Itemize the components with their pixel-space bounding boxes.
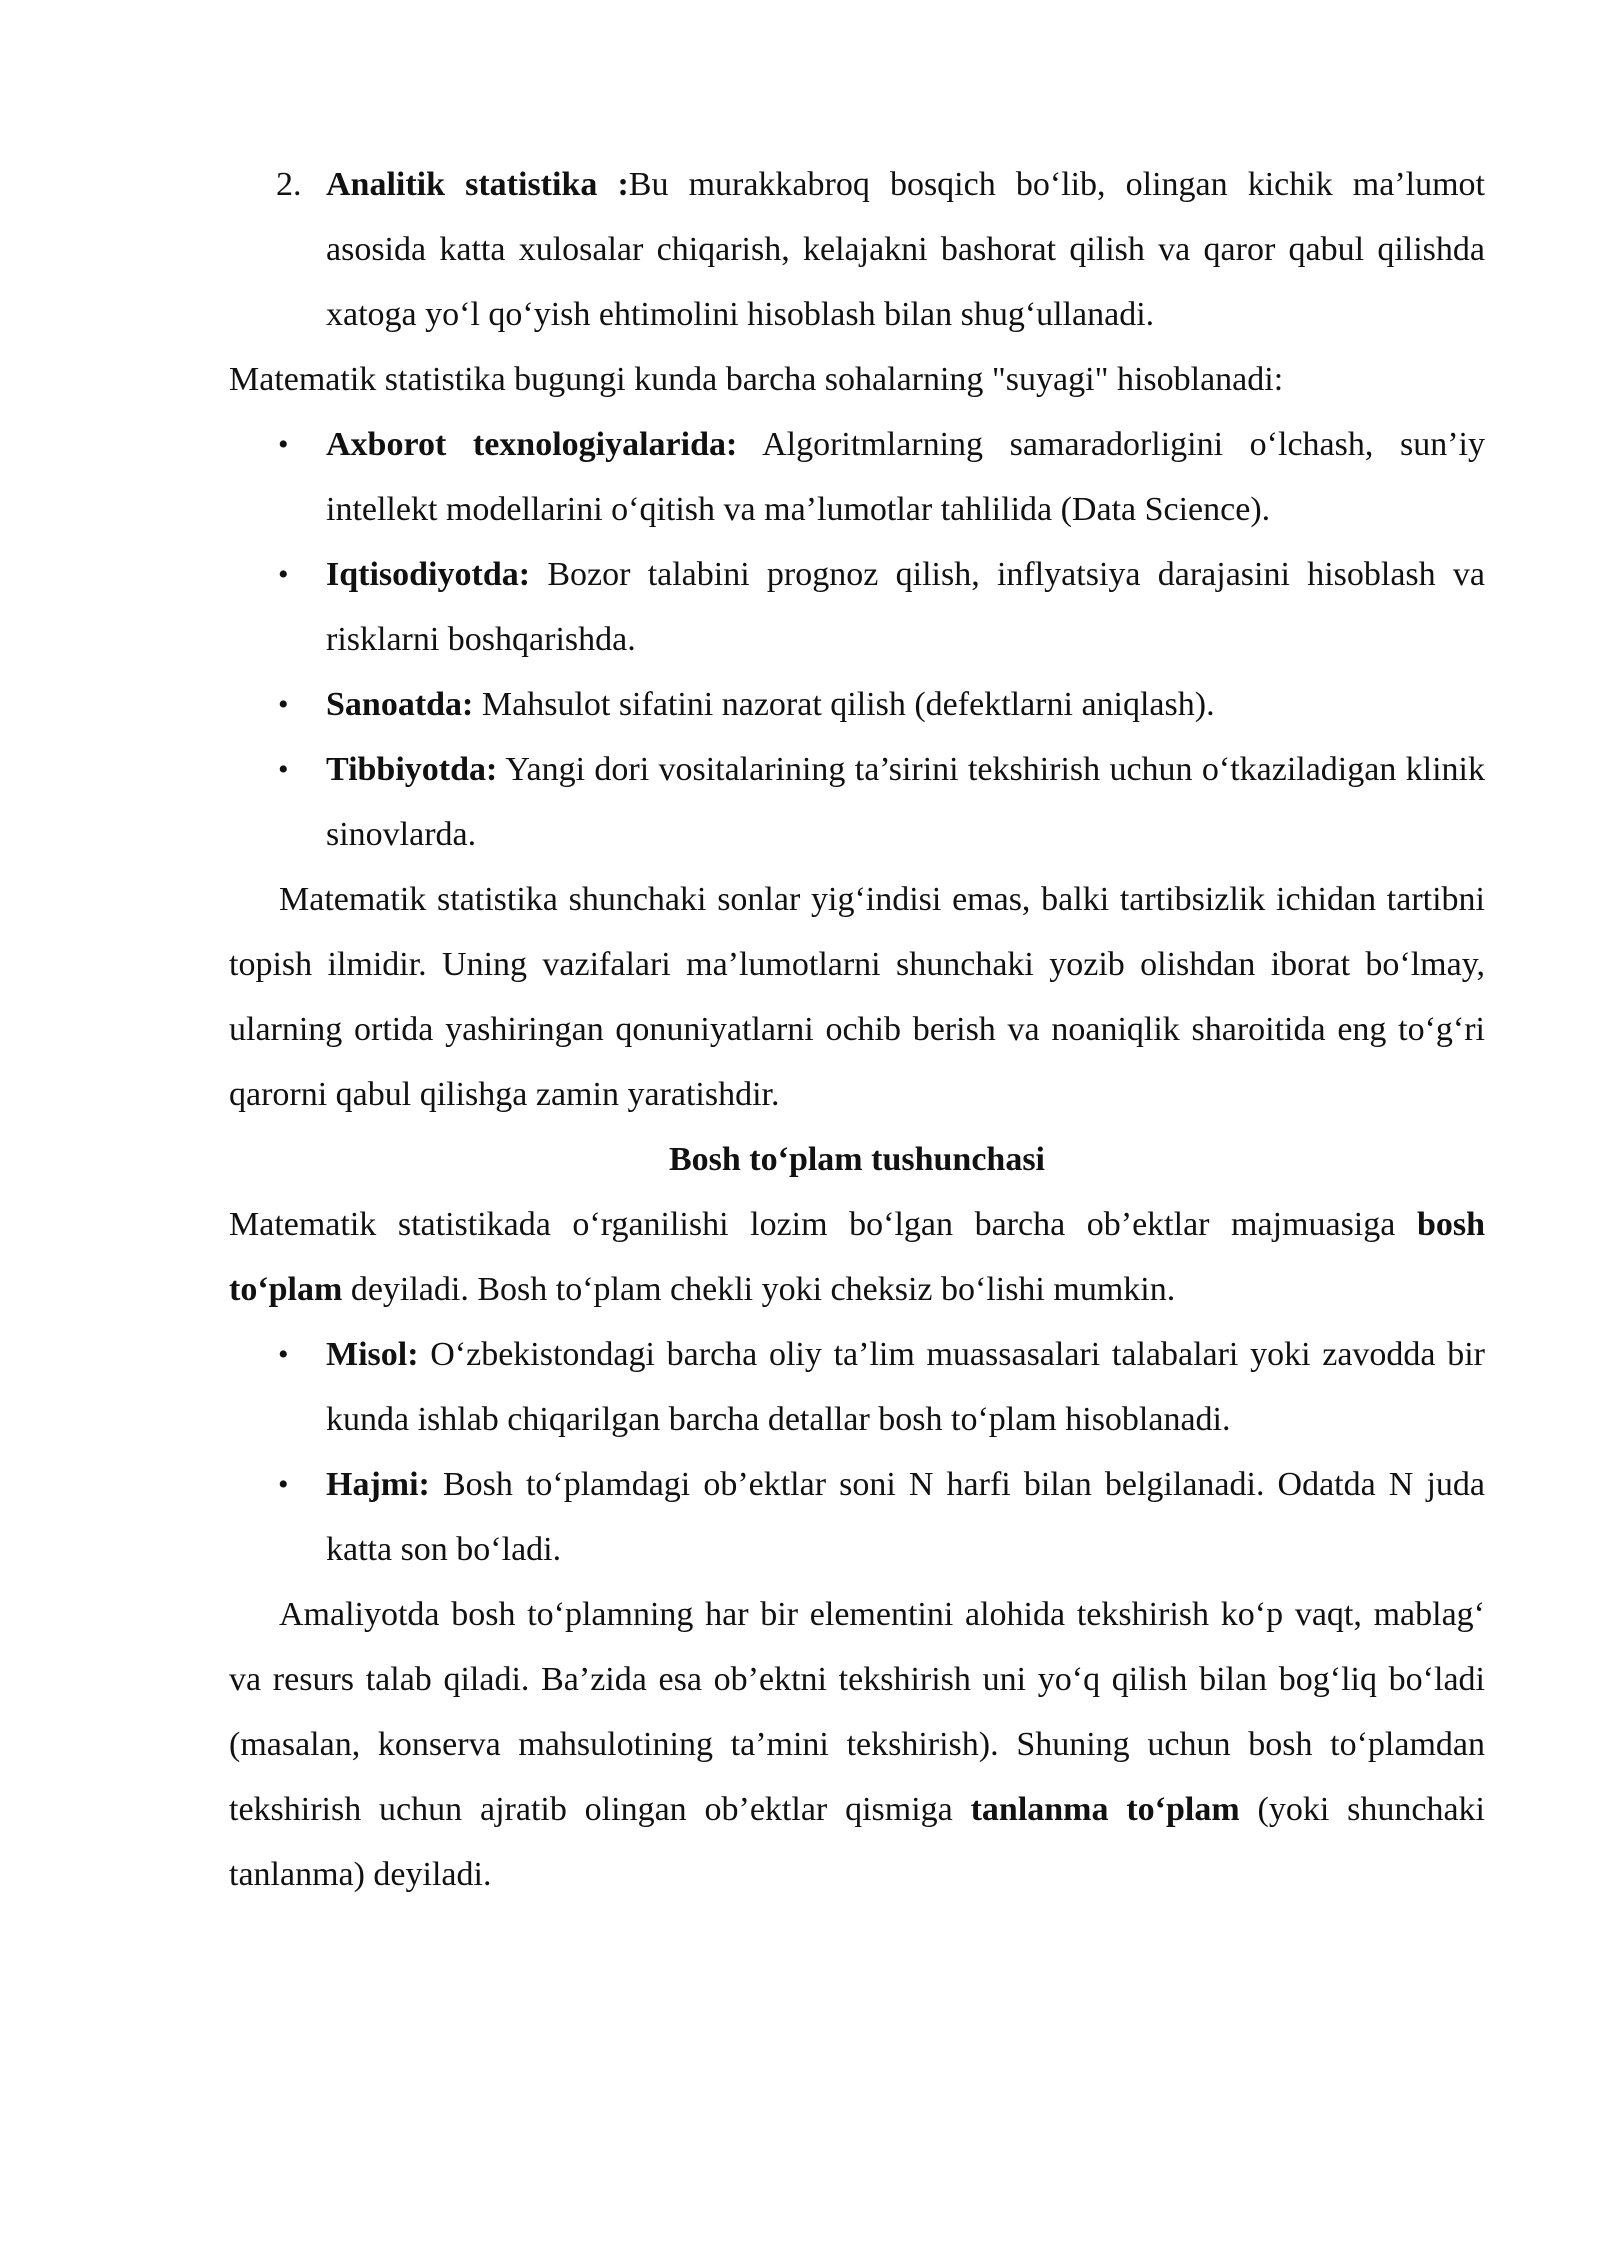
paragraph-term: tanlanma to‘plam — [970, 1791, 1240, 1828]
item-term: Sanoatda: — [326, 686, 474, 723]
item-text: Bozor talabini prognoz qilish, inflyatsiya darajasini hisoblash va risklarni boshqarishda. — [326, 556, 1485, 658]
list-item — [229, 737, 1485, 867]
definition-text-after: deyiladi. Bosh to‘plam chekli yoki cheksiz bo‘lishi mumkin. — [342, 1271, 1176, 1308]
list-item — [229, 672, 1485, 737]
item-text: Algoritmlarning samaradorligini o‘lchash, sun’iy intellekt modellarini o‘qitish va ma’lumotlar tahlilida (Data Science). — [326, 426, 1485, 528]
definition-paragraph — [229, 1192, 1485, 1322]
item-term: Analitik statistika : — [326, 166, 629, 203]
list-number: 2. — [276, 166, 302, 203]
list-item — [229, 1322, 1485, 1452]
paragraph-text-before: Amaliyotda bosh to‘plamning har bir elementini alohida tekshirish ko‘p vaqt, mablag‘ va resurs talab qiladi. Ba’zida esa ob’ektni tekshirish uni yo‘q qilish bilan bog‘liq bo‘ladi (masalan, konserva mahsulotining ta’mini tekshirish). Shuning uchun bosh to‘plamdan tekshirish uchun ajratib olingan ob’ektlar qismiga — [229, 1596, 1485, 1828]
body-paragraph — [229, 1582, 1485, 1907]
paragraph-text-after: (yoki shunchaki tanlanma) deyiladi. — [229, 1791, 1485, 1893]
list-item — [229, 1452, 1485, 1582]
item-term: Misol: — [326, 1336, 419, 1373]
item-text: Mahsulot sifatini nazorat qilish (defektlarni aniqlash). — [473, 686, 1215, 723]
item-term: Tibbiyotda: — [326, 751, 498, 788]
bullet-icon: • — [278, 1468, 289, 1501]
item-text: Bu murakkabroq bosqich bo‘lib, olingan kichik ma’lumot asosida katta xulosalar chiqarish, kelajakni bashorat qilish va qaror qabul qilishda xatoga yo‘l qo‘yish ehtimolini hisoblash bilan shug‘ullanadi. — [326, 166, 1485, 333]
item-term: Iqtisodiyotda: — [326, 556, 531, 593]
item-term: Axborot texnologiyalarida: — [326, 426, 738, 463]
numbered-item-analitik-statistika — [229, 152, 1485, 347]
item-text: O‘zbekistondagi barcha oliy ta’lim muassasalari talabalari yoki zavodda bir kunda ishlab chiqarilgan barcha detallar bosh to‘plam hisoblanadi. — [326, 1336, 1485, 1438]
intro-paragraph: Matematik statistika bugungi kunda barcha sohalarning "suyagi" hisoblanadi: — [229, 361, 1284, 398]
section-heading: Bosh to‘plam tushunchasi — [668, 1141, 1045, 1178]
bullet-icon: • — [278, 1338, 289, 1371]
bullet-icon: • — [278, 558, 289, 591]
list-item — [229, 542, 1485, 672]
bullet-icon: • — [278, 688, 289, 721]
item-text: Bosh to‘plamdagi ob’ektlar soni N harfi bilan belgilanadi. Odatda N juda katta son bo‘ladi. — [326, 1466, 1485, 1568]
item-term: Hajmi: — [326, 1466, 430, 1503]
definition-text-before: Matematik statistikada o‘rganilishi lozim bo‘lgan barcha ob’ektlar majmuasiga — [229, 1206, 1417, 1243]
item-text: Yangi dori vositalarining ta’sirini tekshirish uchun o‘tkaziladigan klinik sinovlarda. — [326, 751, 1485, 853]
document-page — [229, 152, 1485, 1907]
bullet-icon: • — [278, 428, 289, 461]
body-paragraph: Matematik statistika shunchaki sonlar yig‘indisi emas, balki tartibsizlik ichidan tartibni topish ilmidir. Uning vazifalari ma’lumotlarni shunchaki yozib olishdan iborat bo‘lmay, ularning ortida yashiringan qonuniyatlarni ochib berish va noaniqlik sharoitida eng to‘g‘ri qarorni qabul qilishga zamin yaratishdir. — [229, 881, 1485, 1113]
bullet-icon: • — [278, 753, 289, 786]
definition-term: bosh to‘plam — [229, 1206, 1485, 1308]
list-item — [229, 412, 1485, 542]
